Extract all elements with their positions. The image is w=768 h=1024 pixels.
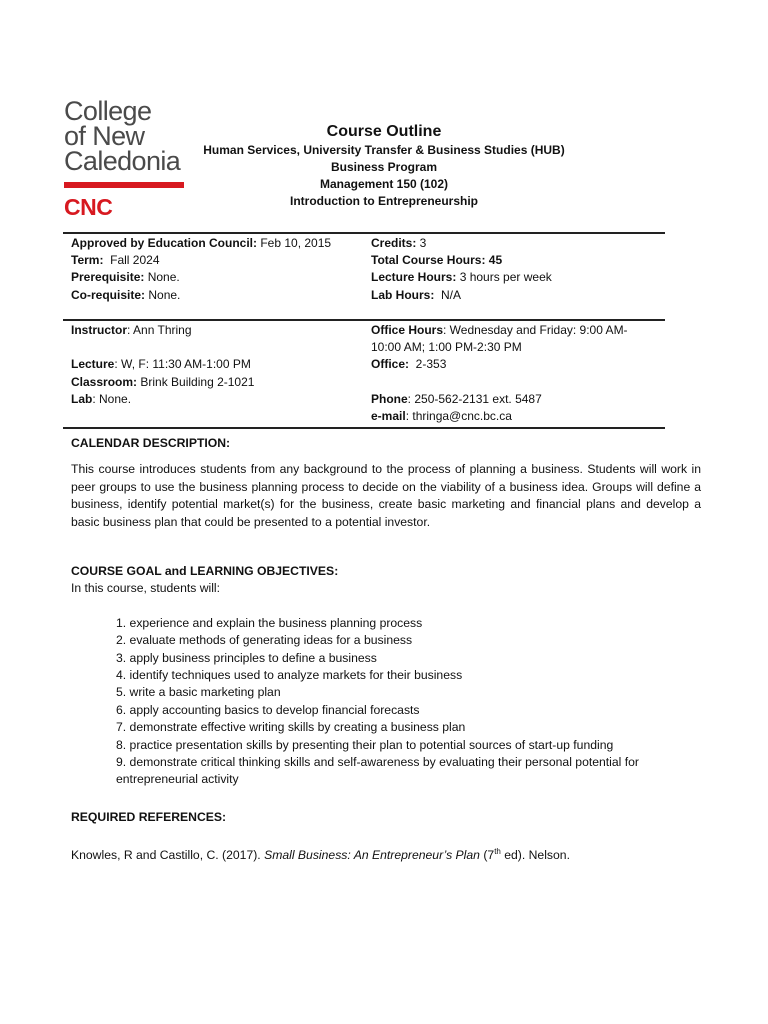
credits-label: Credits: xyxy=(371,236,417,250)
logo-line-2: of New xyxy=(64,121,145,151)
reference-entry xyxy=(71,847,701,864)
page-title: Course Outline xyxy=(326,123,442,140)
references-heading: REQUIRED REFERENCES: xyxy=(71,810,227,824)
term-value: Fall 2024 xyxy=(103,253,160,268)
course-name: Introduction to Entrepreneurship xyxy=(290,194,478,208)
objectives-heading: COURSE GOAL and LEARNING OBJECTIVES: xyxy=(71,564,339,578)
classroom-label: Classroom: xyxy=(71,374,138,389)
calendar-text: This course introduces students from any background to the process of planning a business. Students will work in peer groups to use the business planning process to decide on the viability of a business idea. Groups will define a business, identify potential market(s) for the business, create basic marketing and financial plans and develop a basic business plan that could be presented to a potential investor. xyxy=(71,462,701,529)
total-hours-value: 45 xyxy=(485,253,503,268)
instructor-label: Instructor xyxy=(71,323,128,337)
lecture-hours-row xyxy=(371,269,661,286)
corequisite-label: Co-requisite: xyxy=(71,287,146,302)
reference-edition-post: ed). Nelson. xyxy=(500,848,570,863)
lecture-hours-label: Lecture Hours: xyxy=(371,270,457,285)
objectives-section xyxy=(71,563,701,789)
lab-label: Lab xyxy=(71,391,93,406)
document-header xyxy=(180,121,588,210)
office-value: 2-353 xyxy=(409,357,447,372)
spacer-row xyxy=(71,339,361,356)
phone-value: : 250-562-2131 ext. 5487 xyxy=(407,391,542,406)
term-label: Term: xyxy=(71,253,104,268)
department-name: Human Services, University Transfer & Business Studies (HUB) xyxy=(203,143,565,157)
lecture-row xyxy=(71,356,361,373)
approved-row xyxy=(71,235,361,252)
lecture-label: Lecture xyxy=(71,357,115,372)
lecture-hours-value: 3 hours per week xyxy=(456,270,552,285)
prerequisite-value: None. xyxy=(144,270,180,285)
office-hours-row xyxy=(371,322,643,356)
reference-edition-pre: (7 xyxy=(479,848,495,863)
office-row xyxy=(371,356,661,373)
credits-row xyxy=(371,235,661,252)
calendar-section xyxy=(71,435,701,531)
instructor-info-left xyxy=(71,322,361,408)
course-info-right xyxy=(371,235,661,304)
course-info-left xyxy=(71,235,361,304)
instructor-info-table xyxy=(63,319,665,429)
lab-hours-row xyxy=(371,287,661,304)
total-hours-label: Total Course Hours: xyxy=(371,253,486,268)
logo-line-3: Caledonia xyxy=(64,146,181,176)
objective-item: 4. identify techniques used to analyze markets for their business xyxy=(116,668,463,683)
objectives-intro: In this course, students will: xyxy=(71,581,221,596)
office-hours-value: : Wednesday and Friday: 9:00 AM-10:00 AM; 1:00 PM-2:30 PM xyxy=(371,323,628,355)
instructor-value: : Ann Thring xyxy=(127,323,192,337)
instructor-row xyxy=(71,322,361,339)
lab-row xyxy=(71,391,361,408)
objective-item: 2. evaluate methods of generating ideas for a business xyxy=(116,633,413,648)
reference-edition-sup: th xyxy=(494,847,501,857)
logo-red-bar xyxy=(64,182,184,188)
lab-hours-value: N/A xyxy=(434,287,462,302)
calendar-heading: CALENDAR DESCRIPTION: xyxy=(71,436,231,450)
prerequisite-label: Prerequisite: xyxy=(71,270,145,285)
credits-value: 3 xyxy=(416,236,427,250)
references-section xyxy=(71,809,701,865)
objective-item: 7. demonstrate effective writing skills by creating a business plan xyxy=(116,720,466,735)
lab-hours-label: Lab Hours: xyxy=(371,287,435,302)
corequisite-row xyxy=(71,287,361,304)
corequisite-value: None. xyxy=(145,287,181,302)
approved-label: Approved by Education Council: xyxy=(71,236,258,250)
course-info-table xyxy=(63,232,665,305)
objective-item: 1. experience and explain the business planning process xyxy=(116,615,423,630)
office-hours-label: Office Hours xyxy=(371,323,444,337)
phone-row xyxy=(371,391,661,408)
course-code: Management 150 (102) xyxy=(319,177,449,191)
classroom-row xyxy=(71,374,361,391)
objective-item: 5. write a basic marketing plan xyxy=(116,685,281,700)
phone-label: Phone xyxy=(371,391,408,406)
approved-value: Feb 10, 2015 xyxy=(257,236,332,250)
spacer-row-right xyxy=(371,374,661,391)
objectives-list xyxy=(71,615,701,789)
objective-item: 3. apply business principles to define a business xyxy=(116,650,377,665)
reference-title: Small Business: An Entrepreneur’s Plan xyxy=(264,848,480,863)
prerequisite-row xyxy=(71,269,361,286)
logo-line-1: College xyxy=(64,96,152,126)
email-value: : thringa@cnc.bc.ca xyxy=(405,409,512,424)
objective-item: 6. apply accounting basics to develop financial forecasts xyxy=(116,702,420,717)
instructor-info-right xyxy=(371,322,661,425)
college-logo xyxy=(64,96,186,221)
email-label: e-mail xyxy=(371,409,406,424)
reference-authors: Knowles, R and Castillo, C. (2017). xyxy=(71,848,265,863)
logo-abbreviation: CNC xyxy=(64,194,113,220)
lab-value: : None. xyxy=(92,391,132,406)
classroom-value: Brink Building 2-1021 xyxy=(137,374,255,389)
objective-item: 9. demonstrate critical thinking skills and self-awareness by evaluating their personal potential for entrepreneurial activity xyxy=(116,755,639,787)
lecture-value: : W, F: 11:30 AM-1:00 PM xyxy=(114,357,251,372)
objective-item: 8. practice presentation skills by presenting their plan to potential sources of start-up funding xyxy=(116,737,614,752)
total-hours-row xyxy=(371,252,661,269)
term-row xyxy=(71,252,361,269)
office-label: Office: xyxy=(371,357,410,372)
program-name: Business Program xyxy=(330,160,438,174)
email-row xyxy=(371,408,661,425)
